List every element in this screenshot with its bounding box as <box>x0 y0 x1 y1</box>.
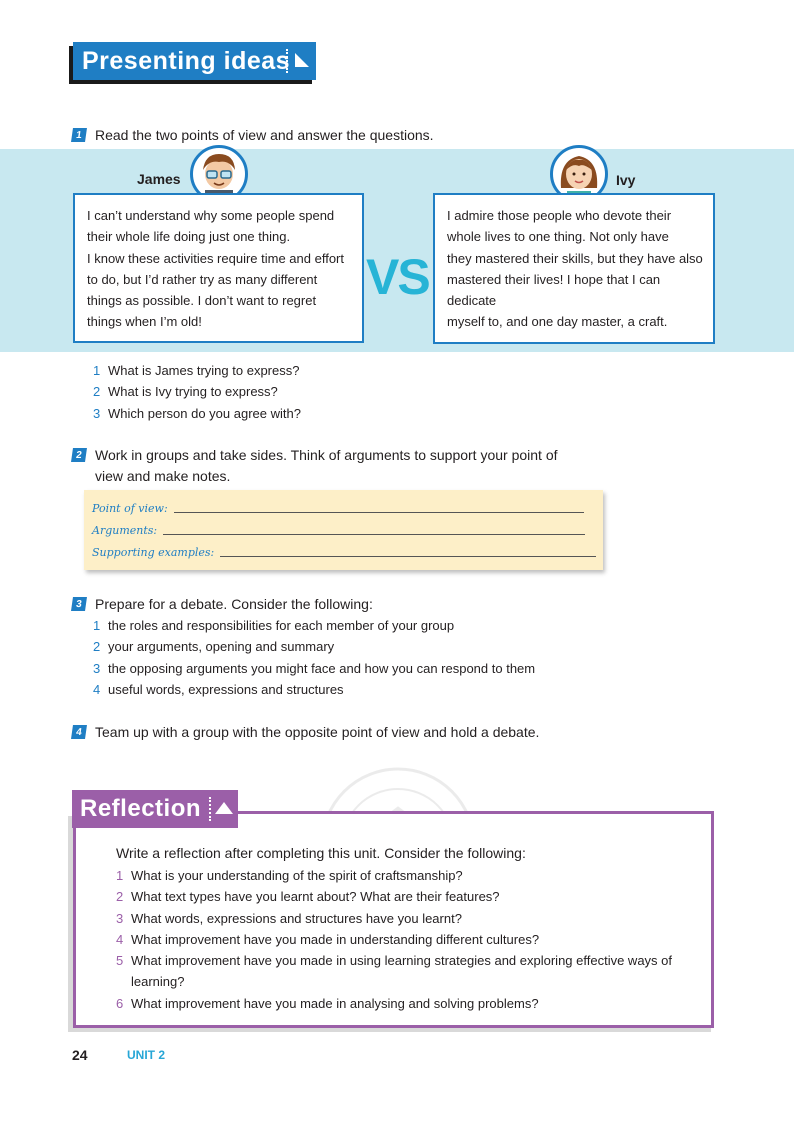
speech-box-ivy <box>433 193 715 344</box>
question-list <box>93 360 301 424</box>
page-title: Presenting ideas <box>82 46 291 75</box>
speech-line: I can’t understand why some people spend <box>87 208 335 223</box>
list-item <box>93 615 535 636</box>
list-item <box>116 908 686 929</box>
task-3 <box>72 594 585 615</box>
task-number-icon: 4 <box>71 725 87 739</box>
list-item <box>93 636 535 657</box>
item-text: the opposing arguments you might face and how you can respond to them <box>108 660 536 676</box>
task-number-icon: 3 <box>71 597 87 611</box>
speech-line: I admire those people who devote their <box>447 208 672 223</box>
write-line[interactable] <box>220 556 596 557</box>
list-item <box>116 993 686 1014</box>
item-number: 2 <box>93 384 101 400</box>
write-line[interactable] <box>163 534 585 535</box>
item-text: What improvement have you made in using learning strategies and exploring effective ways of learning? <box>131 953 672 990</box>
speech-line: mastered their lives! I hope that I can dedicate <box>447 271 661 309</box>
unit-label: UNIT 2 <box>127 1048 166 1062</box>
item-number: 4 <box>116 931 124 947</box>
list-item <box>93 360 301 381</box>
item-number: 1 <box>116 868 124 883</box>
note-label: Point of view: <box>92 502 168 515</box>
vs-label: VS <box>366 249 429 305</box>
banner-box <box>73 42 316 80</box>
speaker-name-james: James <box>137 171 181 187</box>
task-1 <box>72 125 585 146</box>
prepare-list <box>93 615 535 700</box>
reflection-title: Reflection <box>80 795 202 822</box>
page-number: 24 <box>72 1047 88 1063</box>
task-instruction: Team up with a group with the opposite point of view and hold a debate. <box>95 724 540 740</box>
task-number-icon: 2 <box>71 448 87 462</box>
list-item <box>116 886 686 907</box>
item-number: 3 <box>116 910 124 926</box>
list-item <box>93 381 301 402</box>
item-text: your arguments, opening and summary <box>108 639 335 655</box>
item-text: What improvement have you made in understanding different cultures? <box>131 931 540 947</box>
reflection-list <box>116 865 686 1014</box>
list-item <box>116 950 686 993</box>
item-number: 2 <box>93 639 101 655</box>
speech-box-james <box>73 193 364 343</box>
note-label: Supporting examples: <box>92 546 215 559</box>
item-text: useful words, expressions and structures <box>108 681 344 697</box>
speech-line: myself to, and one day master, a craft. <box>447 314 668 330</box>
item-number: 6 <box>116 995 124 1011</box>
notes-card <box>84 490 603 570</box>
note-row-supporting-examples <box>92 546 596 559</box>
section-banner-presenting-ideas <box>69 42 316 84</box>
item-text: What is your understanding of the spirit of craftsmanship? <box>131 868 463 883</box>
note-row-arguments <box>92 524 585 537</box>
item-text: What text types have you learnt about? What are their features? <box>131 889 500 905</box>
list-item <box>93 679 535 700</box>
banner-divider <box>286 49 288 73</box>
task-instruction: Read the two points of view and answer the questions. <box>95 127 434 143</box>
item-text: What improvement have you made in analysing and solving problems? <box>131 995 539 1011</box>
item-number: 4 <box>93 681 101 697</box>
task-2 <box>72 445 585 487</box>
triangle-up-icon <box>215 802 233 814</box>
item-number: 2 <box>116 889 124 905</box>
item-number: 5 <box>116 953 124 969</box>
speech-line: things when I’m old! <box>87 314 202 330</box>
item-number: 1 <box>93 363 101 378</box>
item-number: 3 <box>93 660 101 676</box>
reflection-intro: Write a reflection after completing this unit. Consider the following: <box>116 845 526 861</box>
item-text: What words, expressions and structures have you learnt? <box>131 910 462 926</box>
speech-line: I know these activities require time and effort <box>87 250 344 266</box>
speech-line: they mastered their skills, but they have also <box>447 250 703 266</box>
banner-divider <box>209 797 211 821</box>
item-text: What is Ivy trying to express? <box>108 384 278 400</box>
speech-line: their whole life doing just one thing. <box>87 229 291 245</box>
item-number: 3 <box>93 405 101 421</box>
corner-triangle-icon <box>295 53 309 67</box>
speaker-name-ivy: Ivy <box>616 172 636 188</box>
note-row-point-of-view <box>92 502 584 515</box>
list-item <box>93 403 301 424</box>
task-4 <box>72 722 585 743</box>
list-item <box>116 929 686 950</box>
speech-line: to do, but I’d rather try as many different <box>87 271 318 287</box>
section-banner-reflection <box>72 790 238 828</box>
note-label: Arguments: <box>92 524 158 537</box>
task-instruction: Work in groups and take sides. Think of arguments to support your point of view and make notes. <box>95 447 558 484</box>
write-line[interactable] <box>174 512 584 513</box>
task-number-icon: 1 <box>71 128 87 142</box>
speech-line: whole lives to one thing. Not only have <box>447 229 669 245</box>
speech-line: things as possible. I don’t want to regret <box>87 293 317 309</box>
item-number: 1 <box>93 618 101 633</box>
list-item <box>93 658 535 679</box>
item-text: the roles and responsibilities for each member of your group <box>108 618 455 633</box>
task-instruction: Prepare for a debate. Consider the following: <box>95 596 373 612</box>
list-item <box>116 865 686 886</box>
item-text: Which person do you agree with? <box>108 405 301 421</box>
item-text: What is James trying to express? <box>108 363 300 378</box>
